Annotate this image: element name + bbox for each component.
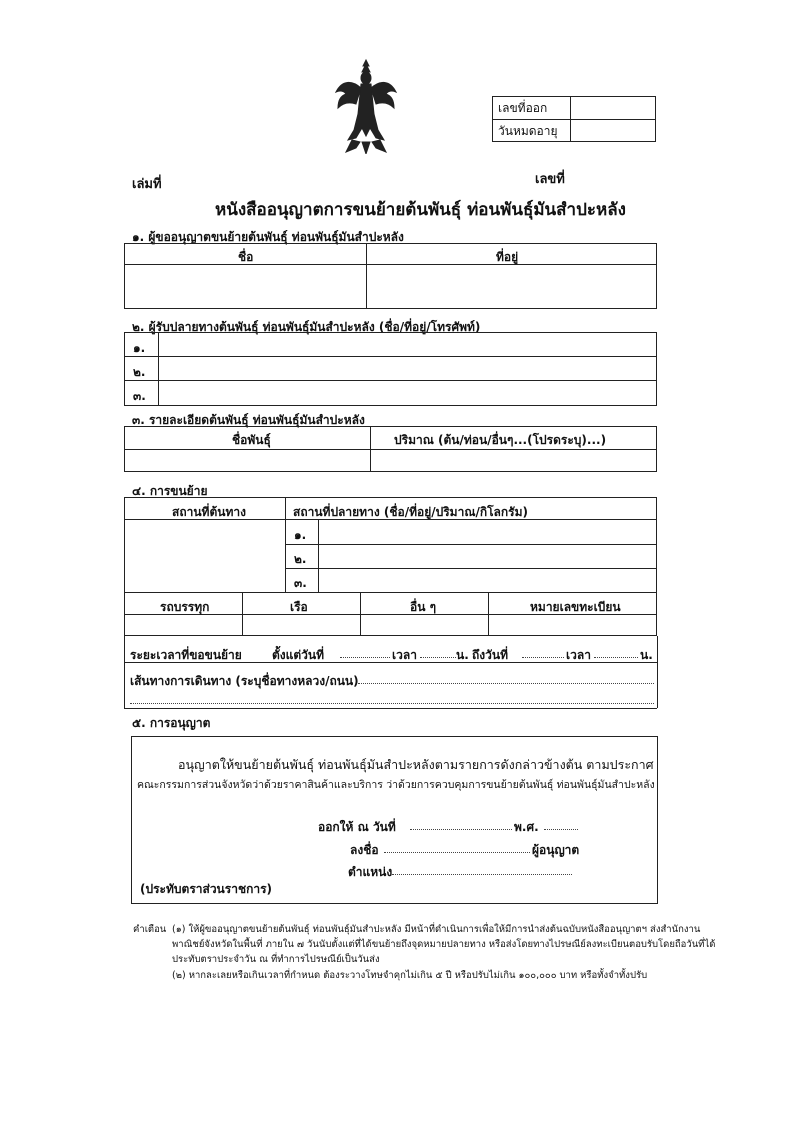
section1-table [124,243,657,309]
dest-row-2: ๒. [294,552,307,566]
be-label: พ.ศ. [514,820,539,834]
section1-heading: ๑. ผู้ขออนุญาตขนย้ายต้นพันธุ์ ท่อนพันธุ์มันสำปะหลัง [132,230,404,244]
expiry-label: วันหมดอายุ [498,124,558,138]
route-label: เส้นทางการเดินทาง (ระบุชื่อทางหลวง/ถนน) [130,674,359,688]
period-to-label: ถึงวันที่ [472,648,508,662]
dest-row-3: ๓. [294,576,307,590]
hour-unit-2: น. [640,648,653,662]
hour-unit-1: น. [456,648,469,662]
warning-label: คำเตือน [133,924,167,935]
col-origin-header: สถานที่ต้นทาง [172,505,246,519]
col-destination-header: สถานที่ปลายทาง (ชื่อ/ที่อยู่/ปริมาณ/กิโลกรัม) [293,505,529,519]
position-label: ตำแหน่ง [348,865,393,879]
section2-table [124,332,657,406]
vehicle-truck-label: รถบรรทุก [160,600,210,614]
col-name-header: ชื่อ [238,250,254,264]
permitter-label: ผู้อนุญาต [532,843,580,857]
warning-item2: (๒) หากละเลยหรือเกินเวลาที่กำหนด ต้องระวางโทษจำคุกไม่เกิน ๕ ปี หรือปรับไม่เกิน ๑๐๐,๐๐๐ บาท หรือทั้งจำทั้งปรับ [172,970,648,981]
permit-text-line1: อนุญาตให้ขนย้ายต้นพันธุ์ ท่อนพันธุ์มันสำปะหลังตามรายการดังกล่าวข้างต้น ตามประกาศ [178,757,654,772]
issue-number-label: เลขที่ออก [498,101,548,115]
page-title: หนังสืออนุญาตการขนย้ายต้นพันธุ์ ท่อนพันธุ์มันสำปะหลัง [215,200,626,220]
garuda-emblem-icon [334,58,398,154]
period-label: ระยะเวลาที่ขอขนย้าย [130,648,242,662]
section2-row-1: ๑. [133,341,146,355]
vehicle-registration-label: หมายเลขทะเบียน [530,600,621,614]
warning-item1-line3: ประทับตราประจำวัน ณ ที่ทำการไปรษณีย์เป็นวันส่ง [172,954,380,965]
issued-on-label: ออกให้ ณ วันที่ [318,820,396,834]
seal-label: (ประทับตราส่วนราชการ) [140,882,273,896]
warning-item1-line1: (๑) ให้ผู้ขออนุญาตขนย้ายต้นพันธุ์ ท่อนพันธุ์มันสำปะหลัง มีหน้าที่ดำเนินการเพื่อให้มีการนำส่งต้นฉบับหนังสืออนุญาตฯ ส่งสำนักงาน [172,924,701,935]
time-label-2: เวลา [566,648,591,662]
col-variety-header: ชื่อพันธุ์ [232,433,271,447]
permit-text-line2: คณะกรรมการส่วนจังหวัดว่าด้วยราคาสินค้าและบริการ ว่าด้วยการควบคุมการขนย้ายต้นพันธุ์ ท่อนพันธุ์มันสำปะหลัง [137,779,655,791]
vehicle-other-label: อื่น ๆ [410,600,437,614]
time-label-1: เวลา [392,648,417,662]
section2-heading: ๒. ผู้รับปลายทางต้นพันธุ์ ท่อนพันธุ์มันสำปะหลัง (ชื่อ/ที่อยู่/โทรศัพท์) [132,320,481,334]
col-address-header: ที่อยู่ [496,250,519,264]
section4-heading: ๔. การขนย้าย [132,484,208,498]
number-label: เลขที่ [535,172,565,187]
section3-heading: ๓. รายละเอียดต้นพันธุ์ ท่อนพันธุ์มันสำปะหลัง [132,413,365,427]
book-label: เล่มที่ [132,177,162,192]
vehicle-boat-label: เรือ [290,600,308,614]
section2-row-2: ๒. [133,365,146,379]
dest-row-1: ๑. [294,528,307,542]
signed-label: ลงชื่อ [350,843,379,857]
section2-row-3: ๓. [133,389,146,403]
period-from-label: ตั้งแต่วันที่ [272,648,325,662]
warning-item1-line2: พาณิชย์จังหวัดในพื้นที่ ภายใน ๗ วันนับตั้งแต่ที่ได้ขนย้ายถึงจุดหมายปลายทาง หรือส่งโดยทางไปรษณีย์ลงทะเบียนตอบรับโดยถือวันที่ได้ [172,939,716,950]
col-quantity-header: ปริมาณ (ต้น/ท่อน/อื่นๆ...(โปรดระบุ)...) [394,433,607,447]
section5-heading: ๕. การอนุญาต [132,716,211,730]
